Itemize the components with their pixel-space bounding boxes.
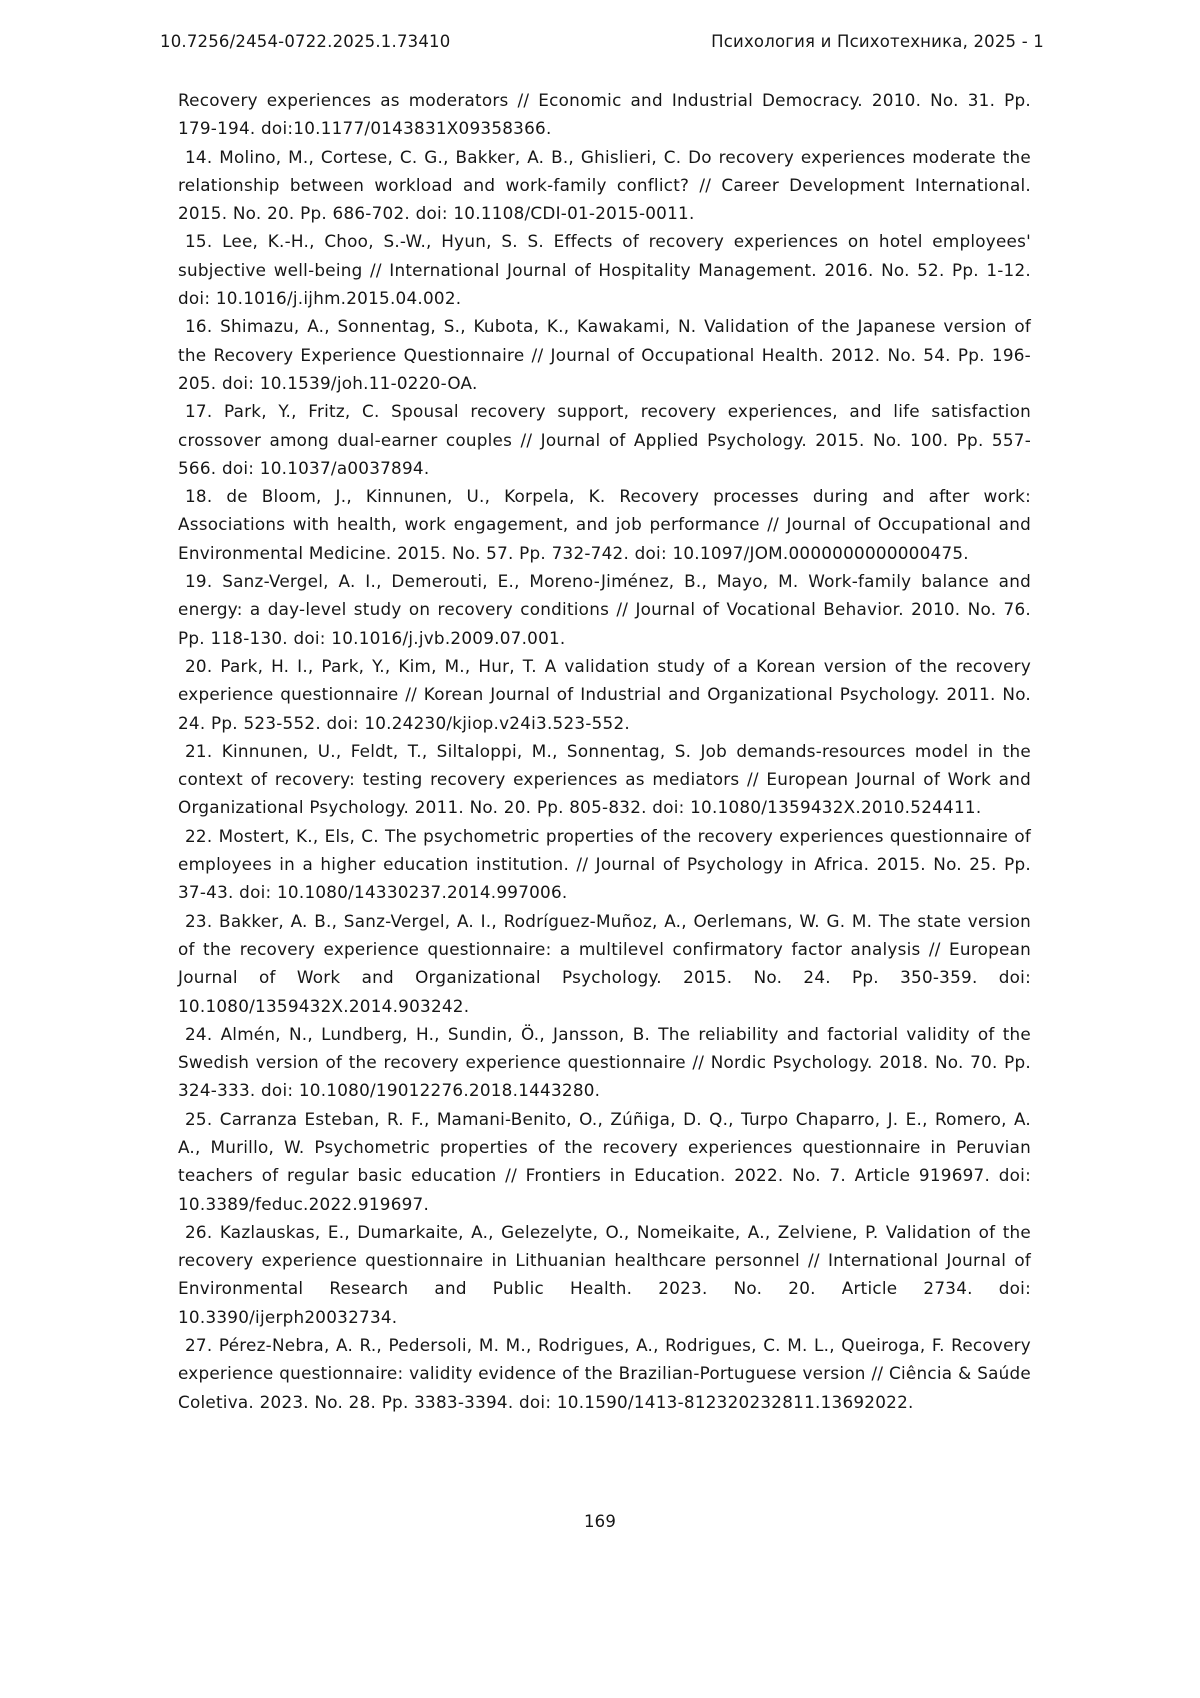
reference-item: 20. Park, H. I., Park, Y., Kim, M., Hur, T. A validation study of a Korean version of the recovery experience questionnaire // Korean Journal of Industrial and Organizational Psychology. 2011. No. 24. Pp. 523-552. doi: 10.24230/kjiop.v24i3.523-552. <box>178 655 1031 733</box>
reference-item: 24. Almén, N., Lundberg, H., Sundin, Ö., Jansson, B. The reliability and factorial validity of the Swedish version of the recovery experience questionnaire // Nordic Psychology. 2018. No. 70. Pp. 324-333. doi: 10.1080/19012276.2018.1443280. <box>178 1023 1031 1101</box>
reference-item: Recovery experiences as moderators // Economic and Industrial Democracy. 2010. No. 31. Pp. 179-194. doi:10.1177/0143831X09358366. <box>178 90 1031 139</box>
reference-item: 18. de Bloom, J., Kinnunen, U., Korpela, K. Recovery processes during and after work: Associations with health, work engagement, and job performance // Journal of Occupational and Environmental Medicine. 2015. No. 57. Pp. 732-742. doi: 10.1097/JOM.0000000000000475. <box>178 486 1031 563</box>
reference-item: 26. Kazlauskas, E., Dumarkaite, A., Gelezelyte, O., Nomeikaite, A., Zelviene, P. Validation of the recovery experience questionnaire in Lithuanian healthcare personnel // International Journal of Environmental Research and Public Health. 2023. No. 20. Article 2734. doi: 10.3390/ijerph20032734. <box>178 1221 1031 1327</box>
page-footer <box>0 1512 1200 1531</box>
reference-item: 27. Pérez-Nebra, A. R., Pedersoli, M. M., Rodrigues, A., Rodrigues, C. M. L., Queiroga, F. Recovery experience questionnaire: validity evidence of the Brazilian-Portuguese version // Ciência & Saúde Coletiva. 2023. No. 28. Pp. 3383-3394. doi: 10.1590/1413-812320232811.13692022. <box>178 1335 1031 1412</box>
references-list <box>178 86 1031 1416</box>
reference-item: 25. Carranza Esteban, R. F., Mamani-Benito, O., Zúñiga, D. Q., Turpo Chaparro, J. E., Romero, A. A., Murillo, W. Psychometric properties of the recovery experiences questionnaire in Peruvian teachers of regular basic education // Frontiers in Education. 2022. No. 7. Article 919697. doi: 10.3389/feduc.2022.919697. <box>178 1108 1031 1214</box>
reference-item: 19. Sanz-Vergel, A. I., Demerouti, E., Moreno-Jiménez, B., Mayo, M. Work-family balance and energy: a day-level study on recovery conditions // Journal of Vocational Behavior. 2010. No. 76. Pp. 118-130. doi: 10.1016/j.jvb.2009.07.001. <box>178 571 1031 648</box>
page-header <box>160 32 1044 51</box>
reference-item: 14. Molino, M., Cortese, C. G., Bakker, A. B., Ghislieri, C. Do recovery experiences moderate the relationship between workload and work-family conflict? // Career Development International. 2015. No. 20. Pp. 686-702. doi: 10.1108/CDI-01-2015-0011. <box>178 146 1031 224</box>
journal-title: Психология и Психотехника, 2025 - 1 <box>711 32 1044 51</box>
reference-item: 23. Bakker, A. B., Sanz-Vergel, A. I., Rodríguez-Muñoz, A., Oerlemans, W. G. M. The state version of the recovery experience questionnaire: a multilevel confirmatory factor analysis // European Journal of Work and Organizational Psychology. 2015. No. 24. Pp. 350-359. doi: 10.1080/1359432X.2014.903242. <box>178 910 1031 1016</box>
article-doi: 10.7256/2454-0722.2025.1.73410 <box>160 32 451 51</box>
page-number: 169 <box>583 1512 617 1531</box>
reference-item: 15. Lee, K.-H., Choo, S.-W., Hyun, S. S. Effects of recovery experiences on hotel employees' subjective well-being // International Journal of Hospitality Management. 2016. No. 52. Pp. 1-12. doi: 10.1016/j.ijhm.2015.04.002. <box>178 231 1031 309</box>
reference-item: 21. Kinnunen, U., Feldt, T., Siltaloppi, M., Sonnentag, S. Job demands-resources model in the context of recovery: testing recovery experiences as mediators // European Journal of Work and Organizational Psychology. 2011. No. 20. Pp. 805-832. doi: 10.1080/1359432X.2010.524411. <box>178 740 1031 818</box>
reference-item: 17. Park, Y., Fritz, C. Spousal recovery support, recovery experiences, and life satisfaction crossover among dual-earner couples // Journal of Applied Psychology. 2015. No. 100. Pp. 557-566. doi: 10.1037/a0037894. <box>178 401 1031 478</box>
reference-item: 16. Shimazu, A., Sonnentag, S., Kubota, K., Kawakami, N. Validation of the Japanese version of the Recovery Experience Questionnaire // Journal of Occupational Health. 2012. No. 54. Pp. 196-205. doi: 10.1539/joh.11-0220-OA. <box>178 316 1031 393</box>
reference-item: 22. Mostert, K., Els, C. The psychometric properties of the recovery experiences questionnaire of employees in a higher education institution. // Journal of Psychology in Africa. 2015. No. 25. Pp. 37-43. doi: 10.1080/14330237.2014.997006. <box>178 825 1031 903</box>
